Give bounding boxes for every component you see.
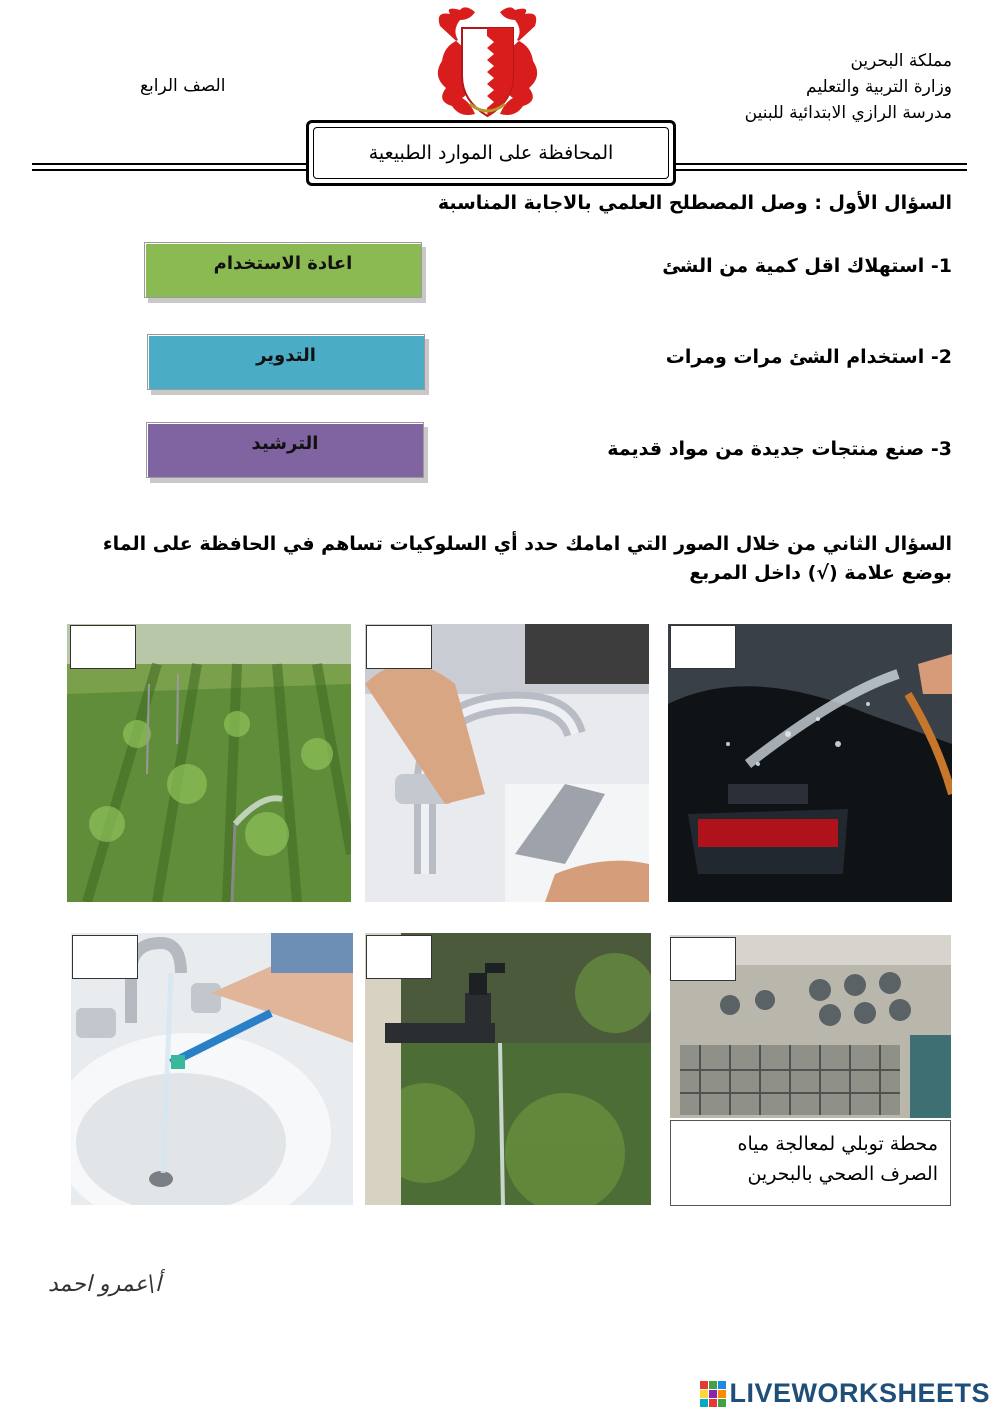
checkbox-treatment-plant[interactable] [670, 937, 736, 981]
liveworksheets-logo-icon [700, 1381, 726, 1407]
bahrain-emblem-icon [430, 6, 545, 124]
question1-item-1: 1- استهلاك اقل كمية من الشئ [662, 255, 952, 277]
term-reuse[interactable]: اعادة الاستخدام [144, 242, 422, 298]
question1-heading: السؤال الأول : وصل المصطلح العلمي بالاجابة المناسبة [437, 192, 952, 214]
checkbox-car-wash[interactable] [670, 625, 736, 669]
term-recycle[interactable]: التدوير [147, 334, 425, 390]
term-conserve[interactable]: الترشيد [146, 422, 424, 478]
ministry-name: وزارة التربية والتعليم [806, 77, 952, 97]
liveworksheets-watermark [700, 1378, 990, 1409]
checkbox-dripping-tap[interactable] [366, 935, 432, 979]
kingdom-name: مملكة البحرين [850, 51, 952, 71]
checkbox-faucet-repair[interactable] [366, 625, 432, 669]
checkbox-toothbrush[interactable] [72, 935, 138, 979]
worksheet-title-box [306, 120, 676, 186]
grade-label: الصف الرابع [140, 76, 226, 96]
liveworksheets-text: LIVEWORKSHEETS [729, 1378, 990, 1408]
treatment-plant-caption: محطة توبلي لمعالجة مياه الصرف الصحي بالبحرين [670, 1120, 951, 1206]
school-name: مدرسة الرازي الابتدائية للبنين [744, 103, 952, 123]
question1-item-3: 3- صنع منتجات جديدة من مواد قديمة [607, 438, 952, 460]
checkbox-sprinkler[interactable] [70, 625, 136, 669]
question2-heading: السؤال الثاني من خلال الصور التي امامك حدد أي السلوكيات تساهم في الحافظة على الماء بوضع علامة (√) داخل المربع [102, 533, 952, 584]
question1-item-2: 2- استخدام الشئ مرات ومرات [665, 346, 952, 368]
header-school-info [745, 48, 952, 126]
teacher-signature: أ\عمرو احمد [48, 1272, 162, 1297]
worksheet-title: المحافظة على الموارد الطبيعية [368, 142, 614, 164]
